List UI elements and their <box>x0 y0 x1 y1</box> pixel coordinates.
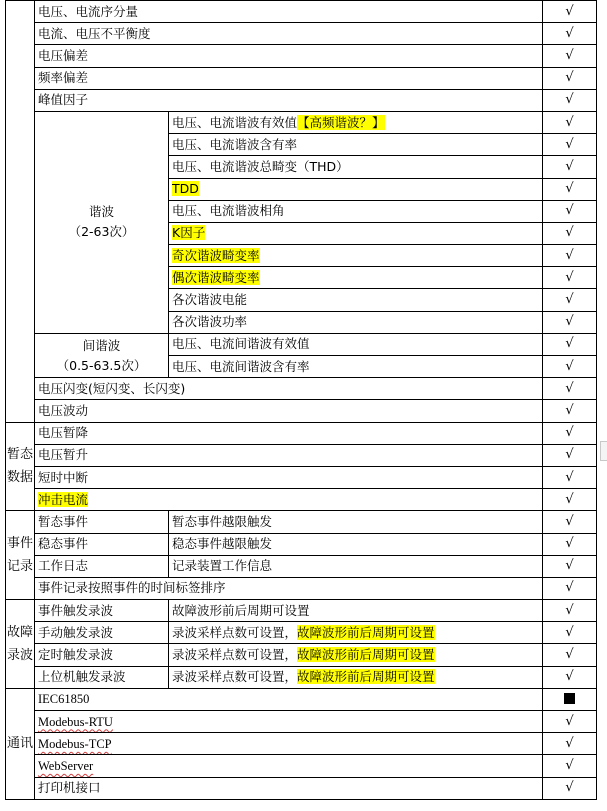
item-label: 手动触发录波 <box>35 622 169 644</box>
check-mark: √ <box>543 245 597 267</box>
table-row <box>6 511 597 533</box>
highlighted-text: K因子 <box>172 225 206 241</box>
item-label <box>169 178 543 200</box>
item-label: 电压、电流间谐波有效值 <box>169 333 543 355</box>
item-label: 电压闪变(短闪变、长闪变) <box>35 378 543 400</box>
interharmonic-range: （0.5-63.5次） <box>56 357 147 373</box>
check-mark: √ <box>543 333 597 355</box>
table-row <box>6 67 597 89</box>
table-row <box>6 466 597 488</box>
table-row <box>6 400 597 422</box>
check-mark: √ <box>543 156 597 178</box>
table-row <box>6 422 597 444</box>
table-row <box>6 555 597 577</box>
group-comm: 通讯 <box>6 688 35 799</box>
highlighted-text: 冲击电流 <box>38 491 89 507</box>
check-mark: √ <box>543 400 597 422</box>
check-mark: √ <box>543 45 597 67</box>
item-label: 电流、电压不平衡度 <box>35 23 543 45</box>
item-label: 电压、电流谐波相角 <box>169 200 543 222</box>
item-label <box>169 111 543 133</box>
table-row <box>6 688 597 710</box>
table-row <box>6 733 597 755</box>
item-label: 电压、电流谐波总畸变（THD） <box>169 156 543 178</box>
item-label <box>169 267 543 289</box>
table-row <box>6 378 597 400</box>
item-label <box>35 755 543 777</box>
group-fault: 故障录波 <box>6 600 35 689</box>
check-mark: √ <box>543 444 597 466</box>
table-row <box>6 333 597 355</box>
highlighted-text: 故障波形前后周期可设置 <box>297 669 435 685</box>
spec-table <box>5 0 597 800</box>
item-label: 定时触发录波 <box>35 644 169 666</box>
side-scroll-handle[interactable] <box>600 441 607 461</box>
item-detail: 记录装置工作信息 <box>169 555 543 577</box>
check-mark: √ <box>543 378 597 400</box>
item-text: WebServer <box>38 758 94 773</box>
item-label: IEC61850 <box>35 688 543 710</box>
check-mark: √ <box>543 1 597 23</box>
square-icon <box>564 693 575 704</box>
table-row <box>6 533 597 555</box>
item-detail: 稳态事件越限触发 <box>169 533 543 555</box>
item-label: 频率偏差 <box>35 67 543 89</box>
table-row <box>6 666 597 688</box>
item-label: 电压、电流序分量 <box>35 1 543 23</box>
table-row <box>6 711 597 733</box>
item-text: Modebus-TCP <box>38 736 112 751</box>
table-row <box>6 600 597 622</box>
item-label: 事件记录按照事件的时间标签排序 <box>35 577 543 599</box>
highlighted-text: TDD <box>172 181 199 197</box>
item-text: 电压、电流谐波有效值 <box>172 114 298 130</box>
item-text: 录波采样点数可设置， <box>172 624 298 640</box>
item-label <box>169 245 543 267</box>
highlighted-text: 奇次谐波畸变率 <box>172 247 260 263</box>
check-mark: √ <box>543 89 597 111</box>
item-label: 峰值因子 <box>35 89 543 111</box>
interharmonic-label: 间谐波 <box>82 337 121 353</box>
harmonic-label: 谐波 <box>88 204 114 220</box>
item-detail <box>169 644 543 666</box>
check-mark: √ <box>543 600 597 622</box>
item-label: 电压、电流间谐波含有率 <box>169 356 543 378</box>
filled-square-marker <box>543 688 597 710</box>
item-detail <box>169 666 543 688</box>
item-text: 录波采样点数可设置， <box>172 669 298 685</box>
harmonic-subgroup <box>35 111 169 333</box>
item-label: 电压、电流谐波含有率 <box>169 134 543 156</box>
check-mark: √ <box>543 533 597 555</box>
check-mark: √ <box>543 666 597 688</box>
item-label <box>35 711 543 733</box>
interharmonic-subgroup <box>35 333 169 377</box>
table-row <box>6 111 597 133</box>
item-label <box>169 222 543 244</box>
highlight-note: 【高频谐波？】 <box>297 114 385 130</box>
harmonic-range: （2-63次） <box>68 224 135 240</box>
check-mark: √ <box>543 733 597 755</box>
check-mark: √ <box>543 555 597 577</box>
table-row <box>6 45 597 67</box>
check-mark: √ <box>543 200 597 222</box>
item-label: 电压偏差 <box>35 45 543 67</box>
table-row <box>6 89 597 111</box>
group-events: 事件记录 <box>6 511 35 600</box>
check-mark: √ <box>543 711 597 733</box>
table-row <box>6 755 597 777</box>
check-mark: √ <box>543 134 597 156</box>
check-mark: √ <box>543 577 597 599</box>
group-transient: 暂态数据 <box>6 422 35 511</box>
table-row <box>6 1 597 23</box>
check-mark: √ <box>543 178 597 200</box>
check-mark: √ <box>543 311 597 333</box>
table-row <box>6 644 597 666</box>
item-label: 电压暂降 <box>35 422 543 444</box>
check-mark: √ <box>543 644 597 666</box>
item-label <box>35 733 543 755</box>
item-label: 暂态事件 <box>35 511 169 533</box>
check-mark: √ <box>543 267 597 289</box>
item-label: 电压波动 <box>35 400 543 422</box>
table-row <box>6 23 597 45</box>
check-mark: √ <box>543 466 597 488</box>
highlighted-text: 故障波形前后周期可设置 <box>297 647 435 663</box>
table-row <box>6 489 597 511</box>
table-row <box>6 622 597 644</box>
item-text: Modebus-RTU <box>38 714 113 729</box>
check-mark: √ <box>543 422 597 444</box>
item-label: 打印机接口 <box>35 777 543 799</box>
item-label: 上位机触发录波 <box>35 666 169 688</box>
item-label: 稳态事件 <box>35 533 169 555</box>
check-mark: √ <box>543 511 597 533</box>
item-detail: 暂态事件越限触发 <box>169 511 543 533</box>
item-label: 工作日志 <box>35 555 169 577</box>
check-mark: √ <box>543 777 597 799</box>
check-mark: √ <box>543 222 597 244</box>
check-mark: √ <box>543 489 597 511</box>
item-text: 录波采样点数可设置， <box>172 647 298 663</box>
check-mark: √ <box>543 111 597 133</box>
item-label: 短时中断 <box>35 466 543 488</box>
item-detail: 故障波形前后周期可设置 <box>169 600 543 622</box>
item-label: 事件触发录波 <box>35 600 169 622</box>
check-mark: √ <box>543 23 597 45</box>
table-row <box>6 577 597 599</box>
group-cell-steady <box>6 1 35 423</box>
item-label: 电压暂升 <box>35 444 543 466</box>
check-mark: √ <box>543 67 597 89</box>
item-label <box>35 489 543 511</box>
item-label: 各次谐波电能 <box>169 289 543 311</box>
check-mark: √ <box>543 289 597 311</box>
check-mark: √ <box>543 622 597 644</box>
check-mark: √ <box>543 356 597 378</box>
item-detail <box>169 622 543 644</box>
highlighted-text: 偶次谐波畸变率 <box>172 269 260 285</box>
table-row <box>6 444 597 466</box>
highlighted-text: 故障波形前后周期可设置 <box>297 624 435 640</box>
check-mark: √ <box>543 755 597 777</box>
item-label: 各次谐波功率 <box>169 311 543 333</box>
table-row <box>6 777 597 799</box>
